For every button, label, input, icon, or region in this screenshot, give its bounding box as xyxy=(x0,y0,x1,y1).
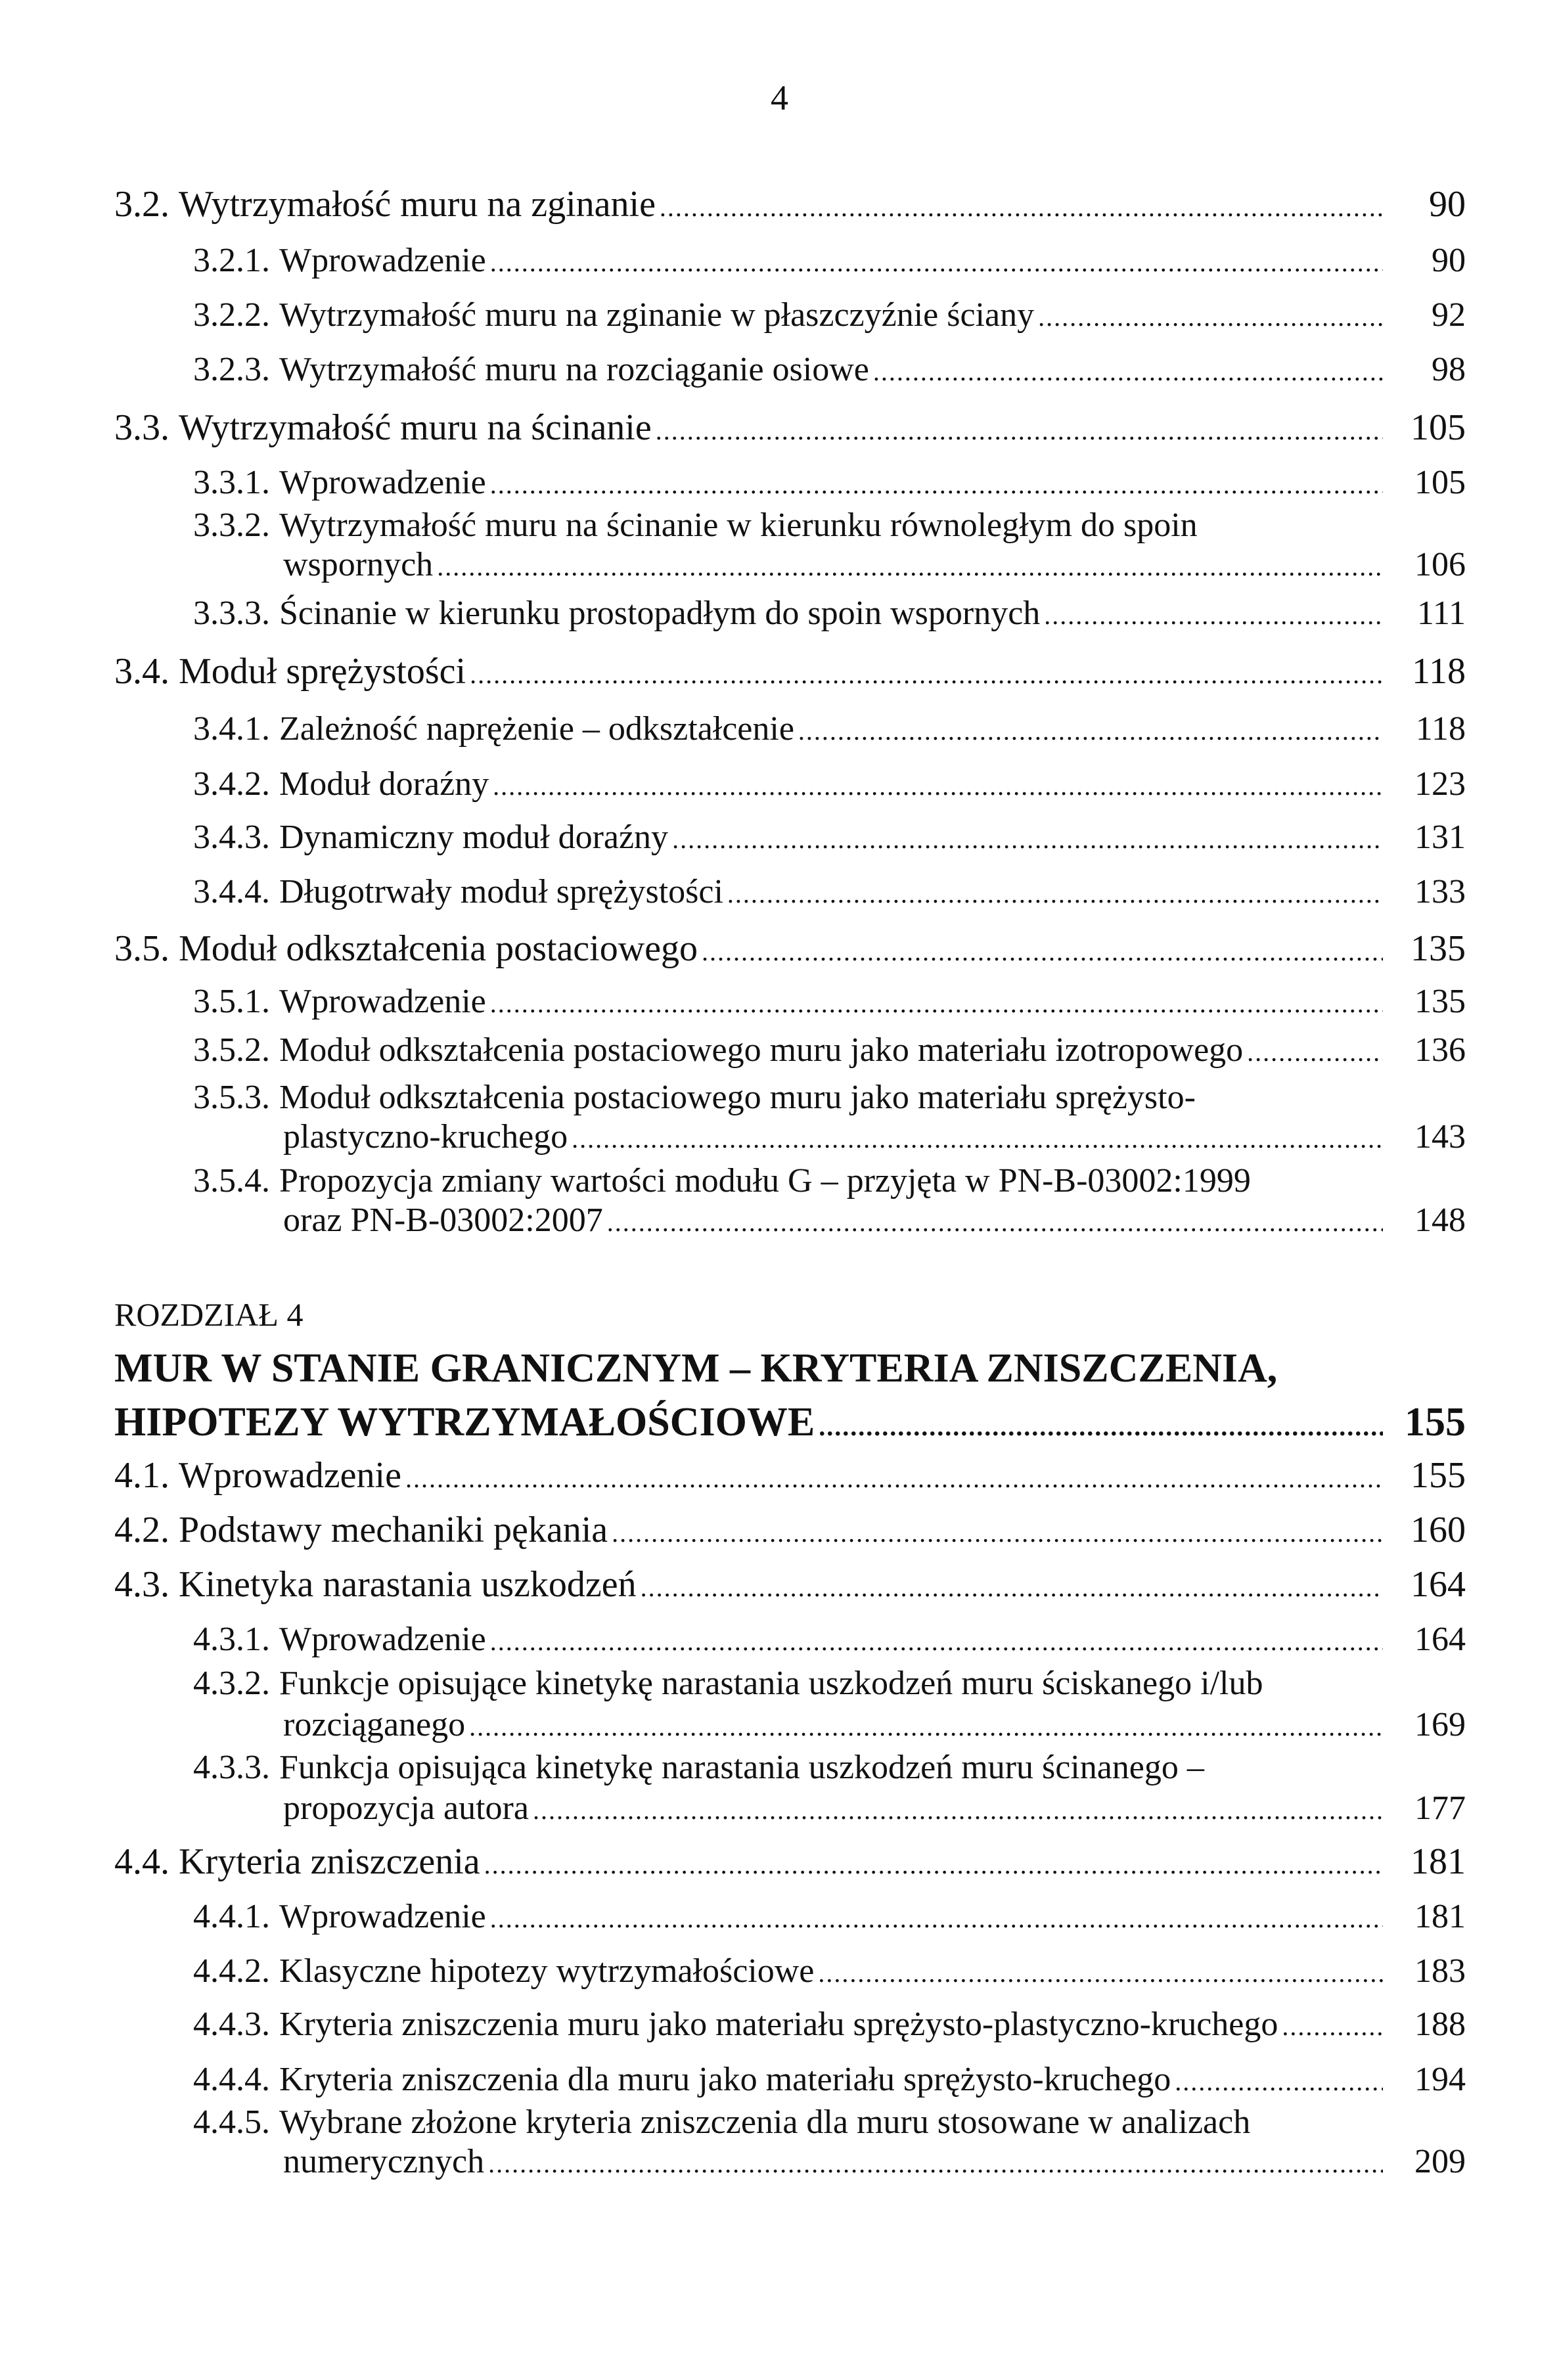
toc-entry-page: 133 xyxy=(1414,873,1466,910)
toc-entry-line xyxy=(193,1950,1466,1994)
toc-entry-title: Wytrzymałość muru na rozciąganie osiowe xyxy=(279,351,869,388)
page-number: 4 xyxy=(771,78,788,118)
toc-entry-line xyxy=(114,1563,1466,1609)
toc-entry-number: 3.4.4. xyxy=(193,873,270,910)
toc-entry-line xyxy=(193,871,1466,915)
toc-entry-page: 209 xyxy=(1414,2143,1466,2180)
toc-entry-title: Dynamiczny moduł doraźny xyxy=(279,819,669,856)
toc-entry-page: 105 xyxy=(1414,464,1466,501)
toc-entry-title: Propozycja zmiany wartości modułu G – przyjęta w PN-B-03002:1999 xyxy=(279,1162,1251,1200)
toc-entry-line xyxy=(193,1619,1466,1663)
toc-entry-number: 3.5. xyxy=(114,928,169,969)
toc-entry-page: 135 xyxy=(1414,983,1466,1020)
toc-entry-number: 4.4.4. xyxy=(193,2061,270,2098)
toc-entry-page: 160 xyxy=(1411,1510,1466,1550)
toc-entry-line xyxy=(114,1347,1277,1389)
toc-entry-page: 177 xyxy=(1414,1789,1466,1827)
toc-entry-title: Moduł odkształcenia postaciowego muru jako materiału sprężysto- xyxy=(279,1079,1196,1116)
toc-entry-line xyxy=(283,1200,1466,1244)
toc-entry-line xyxy=(283,2141,1466,2185)
toc-entry-page: 105 xyxy=(1411,407,1466,448)
toc-entry-line xyxy=(114,1841,1466,1886)
dot-leader xyxy=(612,1512,1383,1554)
toc-entry-line xyxy=(193,1160,1251,1202)
toc-entry-title: Klasyczne hipotezy wytrzymałościowe xyxy=(279,1952,815,1990)
toc-entry-number: 4.4.2. xyxy=(193,1952,270,1990)
toc-entry-title: Zależność naprężenie – odkształcenie xyxy=(279,710,794,748)
toc-entry-title: Wprowadzenie xyxy=(279,242,486,279)
toc-entry-title: Długotrwały moduł sprężystości xyxy=(279,873,723,910)
toc-entry-line xyxy=(114,407,1466,452)
toc-entry-number: 3.5.2. xyxy=(193,1031,270,1069)
toc-entry-number: 3.3.2. xyxy=(193,506,270,544)
dot-leader xyxy=(490,1898,1383,1940)
dot-leader xyxy=(490,464,1383,506)
toc-entry-page: 131 xyxy=(1414,819,1466,856)
toc-entry-number: 3.4.2. xyxy=(193,765,270,803)
toc-entry-number: 3.2.1. xyxy=(193,242,270,279)
dot-leader xyxy=(702,931,1383,973)
dot-leader xyxy=(660,187,1383,229)
toc-entry-title: Moduł sprężystości xyxy=(179,651,466,692)
toc-entry-title: Moduł doraźny xyxy=(279,765,489,803)
toc-entry-page: 155 xyxy=(1411,1455,1466,1496)
toc-entry-line xyxy=(283,544,1466,588)
toc-entry-title: Wprowadzenie xyxy=(279,1621,486,1658)
dot-leader xyxy=(1044,595,1383,637)
toc-entry-number: 4.3.3. xyxy=(193,1749,270,1786)
toc-entry-line xyxy=(283,1787,1466,1831)
toc-entry-line xyxy=(193,817,1466,861)
toc-entry-page: 123 xyxy=(1414,765,1466,803)
toc-entry-page: 155 xyxy=(1405,1400,1466,1445)
dot-leader xyxy=(1175,2061,1383,2103)
toc-entry-line xyxy=(193,1077,1196,1119)
toc-entry-number: 4.4. xyxy=(114,1841,169,1882)
toc-entry-page: 118 xyxy=(1412,651,1466,692)
toc-entry-title: Wprowadzenie xyxy=(279,1898,486,1935)
toc-entry-title: Wytrzymałość muru na ścinanie w kierunku równoległym do spoin xyxy=(279,506,1198,544)
toc-entry-title: Wytrzymałość muru na ścinanie xyxy=(179,407,652,448)
toc-entry-line xyxy=(114,650,1466,696)
dot-leader xyxy=(873,351,1383,393)
toc-entry-title: Moduł odkształcenia postaciowego muru jako materiału izotropowego xyxy=(279,1031,1244,1069)
dot-leader xyxy=(819,1406,1383,1448)
toc-entry-line xyxy=(193,981,1466,1025)
toc-entry-line xyxy=(283,1116,1466,1160)
toc-entry-page: 92 xyxy=(1432,296,1466,334)
toc-entry-line xyxy=(193,763,1466,807)
toc-entry-title: Funkcja opisująca kinetykę narastania uszkodzeń muru ścinanego – xyxy=(279,1749,1204,1786)
dot-leader xyxy=(1038,296,1383,338)
toc-entry-line xyxy=(193,240,1466,284)
dot-leader xyxy=(488,2143,1383,2185)
toc-entry-title: Moduł odkształcenia postaciowego xyxy=(179,928,698,969)
toc-entry-page: 136 xyxy=(1414,1031,1466,1069)
dot-leader xyxy=(490,983,1383,1025)
toc-entry-line xyxy=(193,1663,1263,1705)
toc-entry-title: oraz PN-B-03002:2007 xyxy=(283,1201,603,1239)
toc-entry-title: plastyczno-kruchego xyxy=(283,1118,568,1156)
toc-entry-number: 3.5.4. xyxy=(193,1162,270,1200)
toc-entry-number: 3.5.3. xyxy=(193,1079,270,1116)
toc-entry-number: 3.5.1. xyxy=(193,983,270,1020)
toc-entry-page: 143 xyxy=(1414,1118,1466,1156)
toc-entry-number: 4.3.1. xyxy=(193,1621,270,1658)
toc-entry-title: Ścinanie w kierunku prostopadłym do spoin wspornych xyxy=(279,595,1041,632)
dot-leader xyxy=(572,1118,1383,1160)
toc-entry-title: wspornych xyxy=(283,546,434,583)
toc-entry-line xyxy=(114,1509,1466,1554)
toc-entry-line xyxy=(193,349,1466,393)
chapter-label: ROZDZIAŁ 4 xyxy=(114,1296,304,1333)
toc-entry-line xyxy=(193,708,1466,752)
toc-entry-page: 164 xyxy=(1411,1564,1466,1605)
toc-entry-page: 164 xyxy=(1414,1621,1466,1658)
toc-entry-number: 3.3.1. xyxy=(193,464,270,501)
toc-entry-number: 3.2.2. xyxy=(193,296,270,334)
toc-entry-number: 4.4.3. xyxy=(193,2006,270,2043)
toc-entry-title: HIPOTEZY WYTRZYMAŁOŚCIOWE xyxy=(114,1400,815,1445)
dot-leader xyxy=(641,1567,1383,1609)
toc-entry-line xyxy=(193,2004,1466,2048)
toc-entry-title: Wprowadzenie xyxy=(279,983,486,1020)
toc-entry-number: 3.4. xyxy=(114,651,169,692)
toc-entry-page: 194 xyxy=(1414,2061,1466,2098)
toc-entry-page: 148 xyxy=(1414,1201,1466,1239)
toc-entry-title: Wybrane złożone kryteria zniszczenia dla muru stosowane w analizach xyxy=(279,2103,1251,2141)
toc-entry-line xyxy=(193,2059,1466,2103)
toc-entry-title: Funkcje opisujące kinetykę narastania uszkodzeń muru ściskanego i/lub xyxy=(279,1665,1263,1702)
toc-entry-title: Wprowadzenie xyxy=(179,1455,401,1496)
dot-leader xyxy=(672,819,1383,861)
toc-entry-number: 4.2. xyxy=(114,1510,169,1550)
toc-entry-page: 188 xyxy=(1414,2006,1466,2043)
toc-entry-page: 90 xyxy=(1432,242,1466,279)
dot-leader xyxy=(469,1706,1383,1748)
toc-entry-page: 106 xyxy=(1414,546,1466,583)
toc-entry-line xyxy=(114,1454,1466,1500)
toc-entry-number: 3.4.3. xyxy=(193,819,270,856)
toc-entry-page: 118 xyxy=(1415,710,1466,748)
toc-entry-title: Kryteria zniszczenia dla muru jako materiału sprężysto-kruchego xyxy=(279,2061,1171,2098)
toc-entry-title: MUR W STANIE GRANICZNYM – KRYTERIA ZNISZCZENIA, xyxy=(114,1346,1278,1391)
toc-entry-number: 3.3. xyxy=(114,407,169,448)
toc-entry-line xyxy=(193,505,1198,547)
dot-leader xyxy=(437,546,1383,588)
dot-leader xyxy=(798,710,1383,752)
dot-leader xyxy=(1282,2006,1383,2048)
dot-leader xyxy=(493,765,1383,807)
toc-entry-title: Kryteria zniszczenia xyxy=(179,1841,480,1882)
dot-leader xyxy=(818,1952,1383,1994)
toc-entry-page: 98 xyxy=(1432,351,1466,388)
dot-leader xyxy=(727,873,1383,915)
toc-entry-line xyxy=(114,928,1466,973)
toc-entry-page: 183 xyxy=(1414,1952,1466,1990)
toc-entry-title: Kryteria zniszczenia muru jako materiału sprężysto-plastyczno-kruchego xyxy=(279,2006,1278,2043)
toc-entry-number: 3.4.1. xyxy=(193,710,270,748)
toc-entry-line xyxy=(193,2101,1250,2144)
toc-entry-page: 181 xyxy=(1414,1898,1466,1935)
dot-leader xyxy=(405,1458,1383,1500)
toc-entry-title: Kinetyka narastania uszkodzeń xyxy=(179,1564,637,1605)
toc-entry-line xyxy=(193,1896,1466,1940)
dot-leader xyxy=(607,1201,1383,1244)
toc-entry-line xyxy=(283,1704,1466,1748)
toc-entry-number: 3.3.3. xyxy=(193,595,270,632)
toc-entry-page: 181 xyxy=(1411,1841,1466,1882)
toc-entry-line xyxy=(193,1029,1466,1073)
toc-entry-line xyxy=(114,183,1466,229)
toc-entry-page: 90 xyxy=(1429,184,1466,225)
dot-leader xyxy=(656,410,1383,452)
toc-entry-number: 4.4.5. xyxy=(193,2103,270,2141)
dot-leader xyxy=(470,654,1383,696)
toc-entry-line xyxy=(193,462,1466,506)
dot-leader xyxy=(484,1844,1383,1886)
toc-entry-number: 4.1. xyxy=(114,1455,169,1496)
toc-entry-title: Podstawy mechaniki pękania xyxy=(179,1510,608,1550)
dot-leader xyxy=(533,1789,1383,1831)
toc-entry-title: Wprowadzenie xyxy=(279,464,486,501)
toc-entry-line xyxy=(193,294,1466,338)
toc-entry-title: propozycja autora xyxy=(283,1789,529,1827)
toc-entry-title: rozciąganego xyxy=(283,1706,466,1743)
toc-entry-number: 3.2.3. xyxy=(193,351,270,388)
toc-entry-number: 4.3. xyxy=(114,1564,169,1605)
toc-entry-line xyxy=(193,593,1466,637)
toc-entry-title: Wytrzymałość muru na zginanie xyxy=(179,184,656,225)
toc-entry-number: 4.4.1. xyxy=(193,1898,270,1935)
dot-leader xyxy=(490,242,1383,284)
toc-entry-line xyxy=(114,1401,1466,1448)
toc-entry-title: Wytrzymałość muru na zginanie w płaszczyźnie ściany xyxy=(279,296,1035,334)
toc-entry-page: 169 xyxy=(1414,1706,1466,1743)
toc-entry-page: 111 xyxy=(1416,595,1466,632)
toc-entry-number: 3.2. xyxy=(114,184,169,225)
dot-leader xyxy=(1247,1031,1383,1073)
toc-entry-title: numerycznych xyxy=(283,2143,485,2180)
toc-entry-number: 4.3.2. xyxy=(193,1665,270,1702)
dot-leader xyxy=(490,1621,1383,1663)
toc-entry-line xyxy=(193,1747,1204,1789)
toc-entry-page: 135 xyxy=(1411,928,1466,969)
